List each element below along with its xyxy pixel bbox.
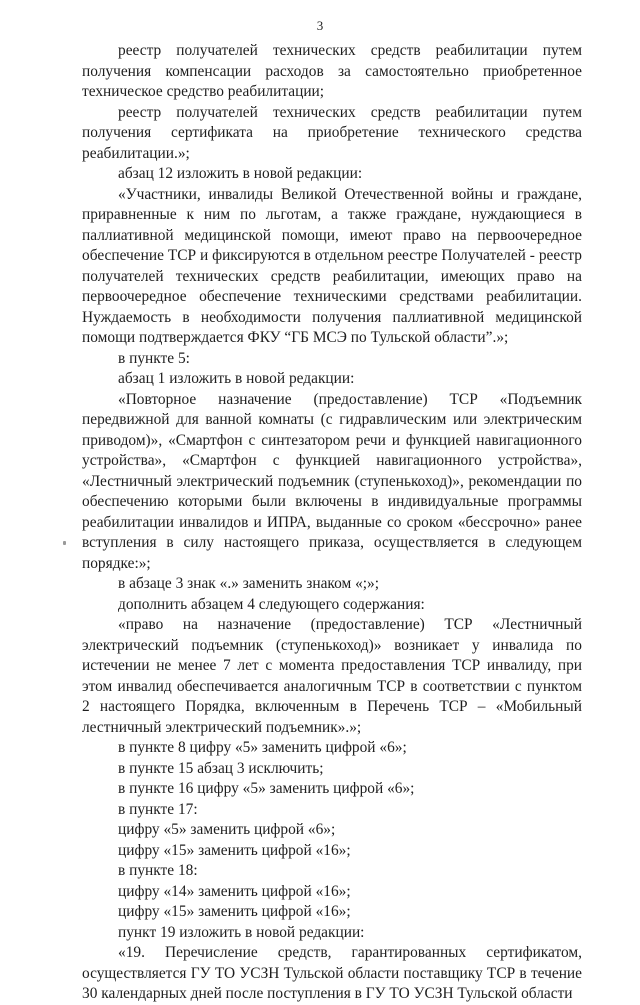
paragraph-point-18: в пункте 18: [118,862,198,879]
paragraph-point-8: в пункте 8 цифру «5» заменить цифрой «6»; [118,739,407,756]
paragraph-clause-1-text: «Повторное назначение (предоставление) ТСР «Подъемник передвижной для ванной комнаты (с гидравлическим или электрическим приводом)», «Смартфон с синтезатором речи и функцией навигационного устройства», «Смартфон с функцией навигационного устройства», «Лестничный электрический подъемник (ступенькоход)», рекомендации по обеспечению которыми были включены в индивидуальные программы реабилитации инвалидов и ИПРА, выданные со сроком «бессрочно» ранее вступления в силу настоящего приказа, осуществляется в следующем порядке:»; [82,390,582,572]
paragraph-clause-12-text: «Участники, инвалиды Великой Отечественной войны и граждане, приравненные к ним по льготам, а также граждане, нуждающиеся в паллиативной медицинской помощи, имеют право на первоочередное обеспечение ТСР и фиксируются в отдельном реестре Получателей - реестр получателей технических средств реабилитации, имеющих право на первоочередное обеспечение техническими средствами реабилитации. Нуждаемость в необходимости получения паллиативной медицинской помощи подтверждается ФКУ “ГБ МСЭ по Тульской области”.»; [82,185,582,346]
paragraph-point-18-digit-15: цифру «15» заменить цифрой «16»; [118,903,351,920]
paragraph-point-18-digit-14: цифру «14» заменить цифрой «16»; [118,882,351,900]
paragraph-clause-3-sign: в абзаце 3 знак «.» заменить знаком «;»; [118,575,380,592]
paragraph-clause-4-text: «право на назначение (предоставление) ТСР «Лестничный электрический подъемник (ступенькоход)» возникает у инвалида по истечении не менее 7 лет с момента предоставления ТСР инвалиду, при этом инвалид обеспечивается аналогичным ТСР в соответствии с пунктом 2 настоящего Порядка, включенным в Перечень ТСР – «Мобильный лестничный электрический подъемник».»; [82,616,582,736]
paragraph-point-19-heading: пункт 19 изложить в новой редакции: [118,923,365,941]
paragraph-point-15: в пункте 15 абзац 3 исключить; [118,759,324,777]
paragraph-point-16: в пункте 16 цифру «5» заменить цифрой «6»; [118,780,415,797]
paragraph-point-17-digit-5: цифру «5» заменить цифрой «6»; [118,821,336,838]
paragraph-point-17: в пункте 17: [118,800,198,818]
paragraph-clause-1-heading: абзац 1 изложить в новой редакции: [118,370,355,387]
paragraph-point-19-text: «19. Перечисление средств, гарантированных сертификатом, осуществляется ГУ ТО УСЗН Тульской области поставщику ТСР в течение 30 календарных дней после поступления в ГУ ТО УСЗН Тульской области [82,944,582,1002]
paragraph-add-clause-4: дополнить абзацем 4 следующего содержания: [118,595,425,613]
paragraph-point-5: в пункте 5: [118,349,190,367]
paragraph-point-17-digit-15: цифру «15» заменить цифрой «16»; [118,841,351,859]
paragraph-registry-certificate: реестр получателей технических средств реабилитации путем получения сертификата на приобретение технического средства реабилитации.»; [82,103,582,162]
margin-mark [63,541,66,545]
page-number: 3 [316,18,324,33]
paragraph-registry-compensation: реестр получателей технических средств реабилитации путем получения компенсации расходов за самостоятельно приобретенное техническое средство реабилитации; [82,42,582,100]
document-body [82,41,582,1005]
paragraph-clause-12-heading: абзац 12 изложить в новой редакции: [118,165,363,182]
